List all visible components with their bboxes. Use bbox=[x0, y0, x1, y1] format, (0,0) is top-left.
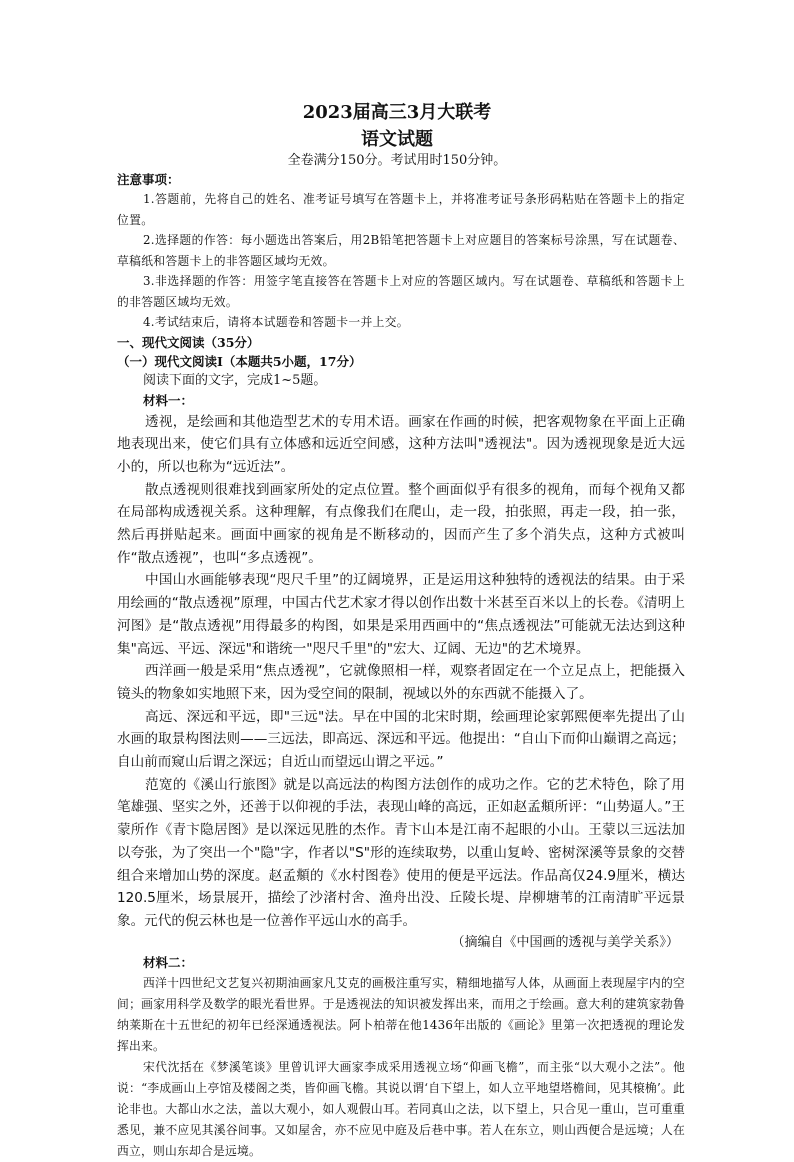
material-paragraph: 宋代沈括在《梦溪笔谈》里曾讥评大画家李成采用透视立场“仰画飞檐”，而主张“以大观小之法”。他说：“李成画山上亭馆及楼阁之类，皆仰画飞檐。其说以谓‘自下望上，如人立平地望塔檐间，见其榱桷’。此论非也。大都山水之法，盖以大观小，如人观假山耳。若同真山之法，以下望上，只合见一重山，岂可重重悉见，兼不应见其溪谷间事。又如屋舍，亦不应见中庭及后巷中事。若人在东立，则山西便合是远境；人在西立，则山东却合是远境。 bbox=[117, 1059, 685, 1158]
section-intro: 阅读下面的文字，完成1~5题。 bbox=[143, 372, 327, 388]
material-paragraph: 范宽的《溪山行旅图》就是以高远法的构图方法创作的成功之作。它的艺术特色，除了用笔雄强、坚实之外，还善于以仰视的手法，表现山峰的高远，正如赵孟頫所评：“山势逼人。”王蒙所作《青卞隐居图》是以深远见胜的杰作。青卞山本是江南不起眼的小山。王蒙以三远法加以夸张，为了突出一个"隐"字，作者以"S"形的连续取势，以重山复岭、密树深溪等景象的交替组合来增加山势的深度。赵孟頫的《水村图卷》使用的便是平远法。作品高仅24.9厘米，横达120.5厘米，场景展开，描绘了沙渚村舍、渔舟出没、丘陵长堤、岸柳塘苇的江南清旷平远景象。元代的倪云林也是一位善作平远山水的高手。 bbox=[117, 776, 685, 929]
notice-item: 1.答题前，先将自己的姓名、准考证号填写在答题卡上，并将准考证号条形码粘贴在答题卡上的指定位置。 bbox=[117, 192, 685, 227]
exam-title: 2023届高三3月大联考 bbox=[302, 102, 492, 123]
material-paragraph: 西洋十四世纪文艺复兴初期油画家凡艾克的画极注重写实，精细地描写人体，从画面上表现屋宇内的空间；画家用科学及数学的眼光看世界。于是透视法的知识被发挥出来，而用之于绘画。意大利的建筑家勃鲁纳莱斯在十五世纪的初年已经深通透视法。阿卜柏蒂在他1436年出版的《画论》里第一次把透视的理论发挥出来。 bbox=[117, 975, 685, 1053]
material-two bbox=[117, 953, 685, 1162]
notice-item: 2.选择题的作答：每小题选出答案后，用2B铅笔把答题卡上对应题目的答案标号涂黑，写在试题卷、草稿纸和答题卡上的非答题区域均无效。 bbox=[117, 233, 685, 268]
notice-heading: 注意事项： bbox=[117, 172, 180, 187]
section-heading: 一、现代文阅读（35分） bbox=[117, 334, 260, 350]
notice-block bbox=[117, 170, 685, 333]
exam-subtitle: 全卷满分150分。考试用时150分钟。 bbox=[287, 153, 507, 168]
material-paragraph: 西洋画一般是采用“焦点透视”，它就像照相一样，观察者固定在一个立足点上，把能摄入镜头的物象如实地照下来，因为受空间的限制，视域以外的东西就不能摄入了。 bbox=[117, 663, 685, 702]
material-one-heading: 材料一： bbox=[143, 392, 194, 408]
material-paragraph: 透视，是绘画和其他造型艺术的专用术语。画家在作画的时候，把客观物象在平面上正确地表现出来，使它们具有立体感和远近空间感，这种方法叫"透视法"。因为透视现象是近大远小的，所以也称为“远近法”。 bbox=[117, 413, 685, 475]
material-two-heading: 材料二： bbox=[143, 954, 194, 970]
material-paragraph: 中国山水画能够表现“咫尺千里”的辽阔境界，正是运用这种独特的透视法的结果。由于采用绘画的“散点透视”原理，中国古代艺术家才得以创作出数十米甚至百米以上的长卷。《清明上河图》是“散点透视”用得最多的构图，如果是采用西画中的“焦点透视法”可能就无法达到这种集"高远、平远、深远"和谐统一"咫尺千里"的"宏大、辽阔、无边"的艺术境界。 bbox=[117, 572, 685, 657]
notice-item: 3.非选择题的作答：用签字笔直接答在答题卡上对应的答题区域内。写在试题卷、草稿纸和答题卡上的非答题区域均无效。 bbox=[117, 274, 685, 309]
notice-item: 4.考试结束后，请将本试题卷和答题卡一并上交。 bbox=[143, 315, 409, 329]
exam-body bbox=[117, 170, 685, 1162]
subject-title: 语文试题 bbox=[361, 129, 433, 150]
material-paragraph: 散点透视则很难找到画家所处的定点位置。整个画面似乎有很多的视角，而每个视角又都在局部构成透视关系。这种理解，有点像我们在爬山，走一段，拍张照，再走一段，拍一张，然后再拼贴起来。画面中画家的视角是不断移动的，因而产生了多个消失点，这种方式被叫作“散点透视”，也叫“多点透视”。 bbox=[117, 481, 685, 566]
section-sub-heading: （一）现代文阅读Ⅰ（本题共5小题，17分） bbox=[117, 353, 362, 369]
material-one bbox=[117, 391, 685, 953]
material-one-source: （摘编自《中国画的透视与美学关系》） bbox=[451, 934, 679, 950]
material-paragraph: 高远、深远和平远，即"三远"法。早在中国的北宋时期，绘画理论家郭熙便率先提出了山水画的取景构图法则——三远法，即高远、深远和平远。他提出：“自山下而仰山巅谓之高远；自山前而窥山后谓之深远；自近山而望远山谓之平远。” bbox=[117, 708, 685, 771]
